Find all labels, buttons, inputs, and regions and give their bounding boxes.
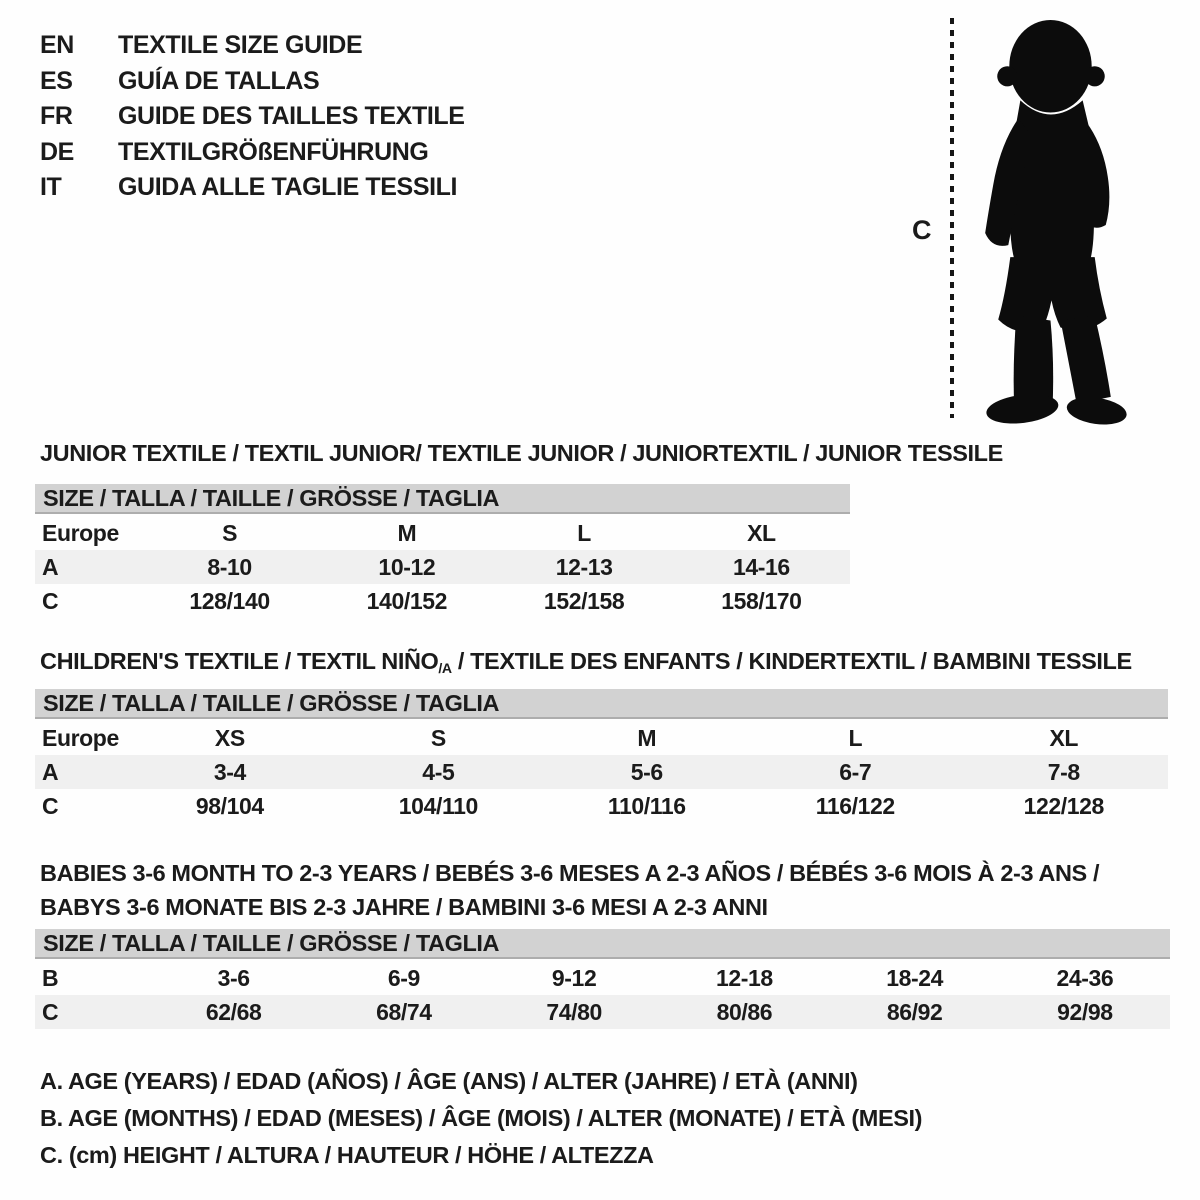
- legend-line-c: C. (cm) HEIGHT / ALTURA / HAUTEUR / HÖHE / ALTEZZA: [40, 1142, 654, 1168]
- row-label: C: [42, 587, 59, 614]
- lang-code: DE: [40, 137, 74, 166]
- size-cell: M: [637, 724, 657, 751]
- size-cell: 140/152: [366, 587, 447, 614]
- size-cell: XL: [1049, 724, 1079, 751]
- size-cell: S: [430, 724, 446, 751]
- size-cell: 68/74: [376, 998, 432, 1025]
- row-label: C: [42, 792, 59, 819]
- row-label: B: [42, 964, 59, 991]
- table-row: [35, 721, 1168, 755]
- lang-code: IT: [40, 173, 62, 202]
- size-cell: 24-36: [1056, 964, 1114, 991]
- children-table-title: [40, 644, 1132, 685]
- lang-row-en: [40, 28, 465, 64]
- size-cell: 104/110: [398, 792, 478, 819]
- size-cell: 6-9: [387, 964, 420, 991]
- row-label: A: [42, 758, 59, 785]
- height-measure-dashed-line: [950, 18, 954, 418]
- lang-row-it: [40, 170, 465, 206]
- size-cell: M: [397, 519, 417, 546]
- size-header-bar: SIZE / TALLA / TAILLE / GRÖSSE / TAGLIA: [35, 484, 850, 514]
- table-row: [35, 755, 1168, 789]
- size-cell: 5-6: [630, 758, 663, 785]
- size-cell: 86/92: [886, 998, 943, 1025]
- children-title-rest: / TEXTILE DES ENFANTS / KINDERTEXTIL / BAMBINI TESSILE: [451, 648, 1132, 674]
- size-cell: 9-12: [551, 964, 597, 991]
- toddler-silhouette: [962, 16, 1142, 428]
- size-cell: 6-7: [839, 758, 872, 785]
- size-header-bar: SIZE / TALLA / TAILLE / GRÖSSE / TAGLIA: [35, 929, 1170, 959]
- height-measure-label: C: [912, 215, 932, 245]
- size-cell: 152/158: [543, 587, 625, 614]
- size-cell: 80/86: [716, 998, 773, 1025]
- lang-row-fr: [40, 99, 465, 135]
- legend-line-a: A. AGE (YEARS) / EDAD (AÑOS) / ÂGE (ANS) / ALTER (JAHRE) / ETÀ (ANNI): [40, 1068, 858, 1094]
- size-cell: 4-5: [422, 758, 455, 785]
- language-title-list: [40, 28, 465, 206]
- lang-title: TEXTILE SIZE GUIDE: [118, 31, 363, 60]
- junior-size-table: [35, 484, 850, 618]
- size-cell: 10-12: [378, 553, 436, 580]
- lang-row-de: [40, 135, 465, 171]
- row-label: C: [42, 998, 59, 1025]
- table-row: [35, 516, 850, 550]
- size-cell: 110/116: [607, 792, 686, 819]
- children-title-sub: /A: [438, 659, 452, 676]
- lang-title: GUÍA DE TALLAS: [118, 66, 320, 95]
- size-cell: 116/122: [815, 792, 895, 819]
- size-cell: XL: [747, 519, 776, 546]
- babies-title-line2: BABYS 3-6 MONATE BIS 2-3 JAHRE / BAMBINI 3-6 MESI A 2-3 ANNI: [40, 894, 768, 920]
- size-cell: 12-13: [555, 553, 613, 580]
- babies-size-table: [35, 929, 1170, 1029]
- table-row: [35, 961, 1170, 995]
- size-cell: 8-10: [207, 553, 252, 580]
- size-cell: 62/68: [205, 998, 262, 1025]
- row-label: Europe: [42, 519, 119, 546]
- size-cell: L: [577, 519, 591, 546]
- size-cell: 12-18: [715, 964, 773, 991]
- row-label: A: [42, 553, 59, 580]
- table-row: [35, 550, 850, 584]
- babies-title-line1: BABIES 3-6 MONTH TO 2-3 YEARS / BEBÉS 3-6 MESES A 2-3 AÑOS / BÉBÉS 3-6 MOIS À 2-3 ANS /: [40, 860, 1100, 886]
- lang-code: FR: [40, 102, 73, 131]
- size-cell: 98/104: [195, 792, 264, 819]
- lang-code: ES: [40, 66, 73, 95]
- size-cell: S: [222, 519, 238, 546]
- table-row: [35, 584, 850, 618]
- children-title-main: CHILDREN'S TEXTILE / TEXTIL NIÑO: [40, 648, 439, 674]
- babies-table-title: [40, 856, 1099, 924]
- size-cell: L: [848, 724, 863, 751]
- size-header-bar: SIZE / TALLA / TAILLE / GRÖSSE / TAGLIA: [35, 689, 1168, 719]
- size-cell: XS: [214, 724, 245, 751]
- row-label: Europe: [42, 724, 119, 751]
- children-size-table: [35, 689, 1168, 823]
- size-cell: 18-24: [886, 964, 944, 991]
- size-cell: 158/170: [721, 587, 802, 614]
- size-cell: 3-6: [217, 964, 250, 991]
- size-cell: 74/80: [546, 998, 602, 1025]
- table-row: [35, 995, 1170, 1029]
- lang-title: GUIDA ALLE TAGLIE TESSILI: [118, 173, 458, 202]
- size-cell: 128/140: [189, 587, 270, 614]
- size-cell: 92/98: [1057, 998, 1113, 1025]
- lang-code: EN: [40, 31, 74, 60]
- size-cell: 14-16: [732, 553, 790, 580]
- measure-legend: [40, 1063, 922, 1174]
- junior-table-title: JUNIOR TEXTILE / TEXTIL JUNIOR/ TEXTILE JUNIOR / JUNIORTEXTIL / JUNIOR TESSILE: [40, 440, 1003, 466]
- size-cell: 122/128: [1023, 792, 1104, 819]
- lang-title: TEXTILGRÖßENFÜHRUNG: [118, 137, 429, 166]
- legend-line-b: B. AGE (MONTHS) / EDAD (MESES) / ÂGE (MOIS) / ALTER (MONATE) / ETÀ (MESI): [40, 1105, 923, 1131]
- size-cell: 7-8: [1047, 758, 1080, 785]
- table-row: [35, 789, 1168, 823]
- lang-title: GUIDE DES TAILLES TEXTILE: [118, 102, 465, 131]
- lang-row-es: [40, 64, 465, 100]
- size-cell: 3-4: [213, 758, 246, 785]
